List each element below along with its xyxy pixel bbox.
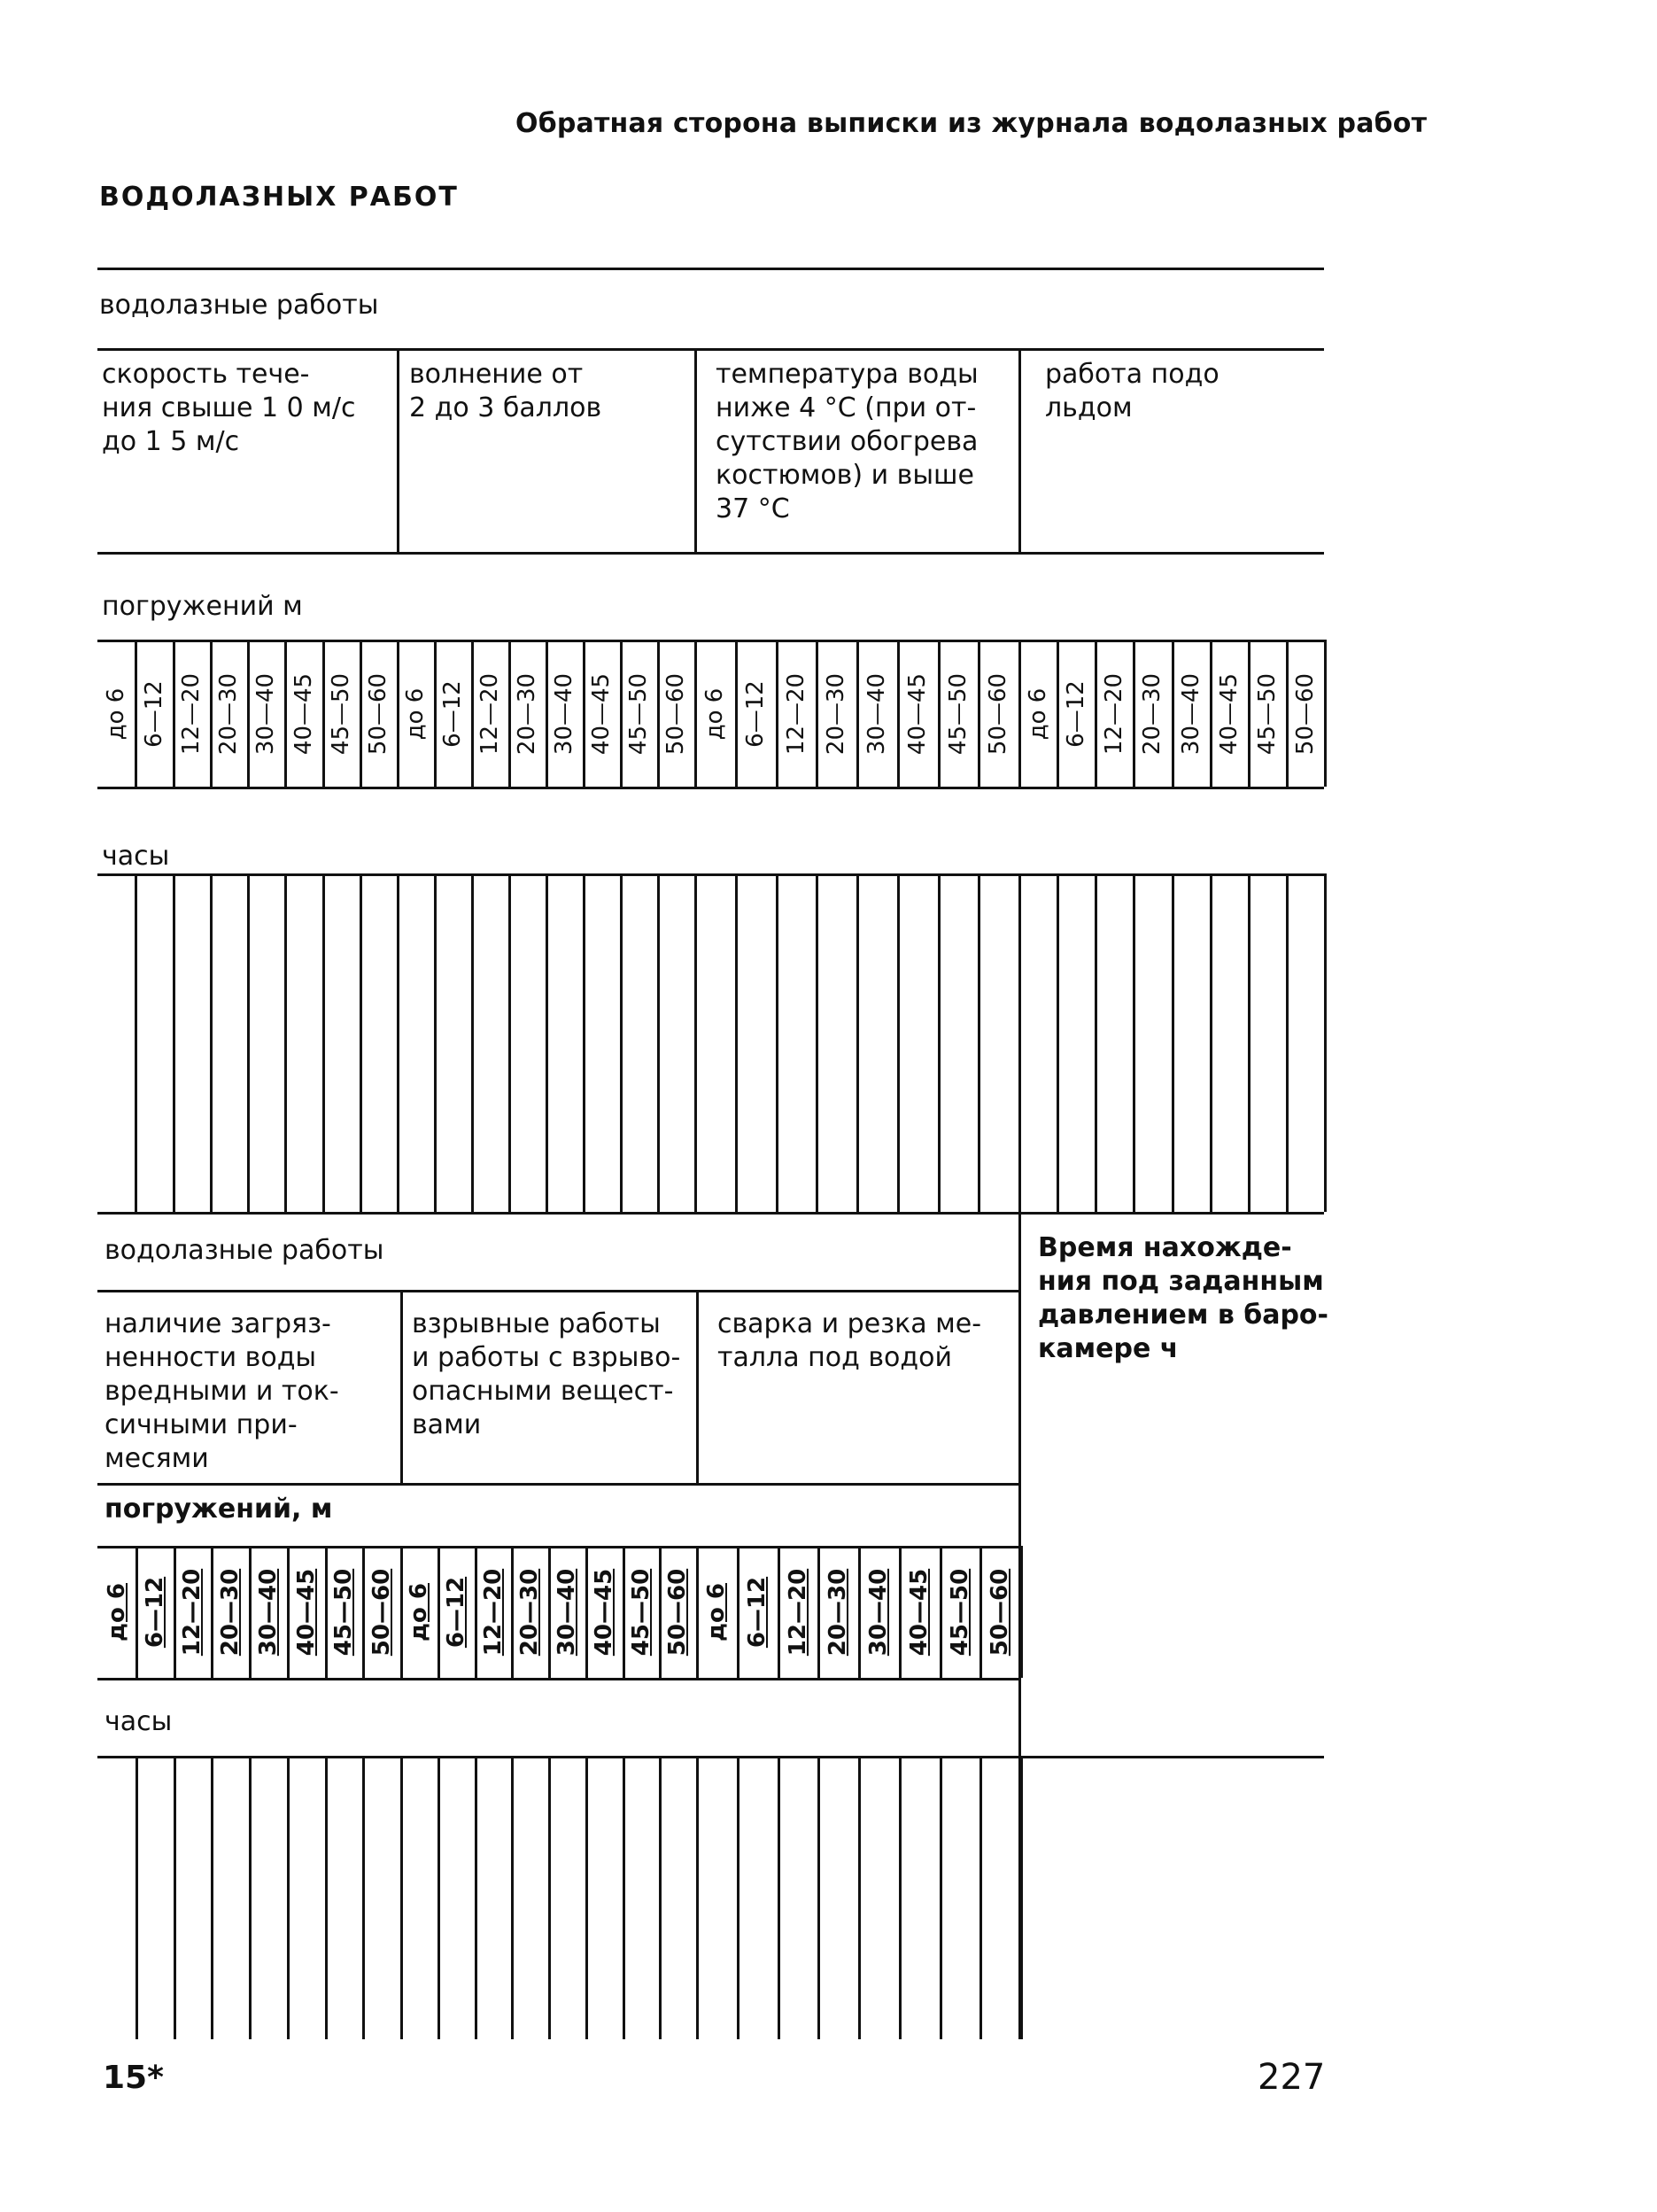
upper-depth-cell — [1057, 643, 1095, 785]
lower-depth-cell — [475, 1548, 511, 1676]
rule-upper-depth-bottom — [97, 787, 1324, 789]
upper-depth-cell — [856, 643, 897, 785]
upper-depth-cell — [1172, 643, 1210, 785]
lower-hours-col-line — [585, 1756, 588, 2039]
upper-depth-range-label: до 6 — [1024, 687, 1051, 741]
lower-depth-cell — [940, 1548, 979, 1676]
lower-hours-col-line — [548, 1756, 551, 2039]
upper-hours-col-line — [856, 873, 859, 1212]
upper-depth-cell — [210, 643, 247, 785]
upper-work-label: водолазные работы — [99, 290, 379, 321]
upper-hours-col-line — [434, 873, 437, 1212]
lower-hours-col-line — [737, 1756, 739, 2039]
upper-hours-col-line — [897, 873, 900, 1212]
upper-depth-cell — [620, 643, 657, 785]
lower-depth-range-label: до 6 — [703, 1582, 730, 1642]
upper-depth-range-label: 6—12 — [140, 680, 167, 748]
lower-depth-cell — [858, 1548, 899, 1676]
lower-hours-col-line — [511, 1756, 514, 2039]
lower-depth-range-label: 40—45 — [292, 1568, 320, 1656]
upper-depth-cell — [1095, 643, 1133, 785]
upper-depth-cell — [97, 643, 135, 785]
lower-hours-col-line — [659, 1756, 662, 2039]
lower-hours-col-line — [940, 1756, 942, 2039]
upper-depth-cell — [657, 643, 694, 785]
lower-depth-cell — [817, 1548, 858, 1676]
upper-depth-range-label: 6—12 — [1062, 680, 1089, 748]
signature-mark: 15* — [103, 2060, 164, 2096]
upper-hours-col-line — [694, 873, 697, 1212]
lower-depth-range-label: 40—45 — [906, 1568, 933, 1656]
condition-water-temp: температура воды ниже 4 °С (при от- сутствии обогрева костюмов) и выше 37 °С — [716, 359, 979, 524]
upper-hours-col-line — [1172, 873, 1174, 1212]
upper-depth-cell — [1018, 643, 1057, 785]
upper-depth-cell — [1133, 643, 1172, 785]
lower-hours-col-line — [362, 1756, 365, 2039]
upper-depth-range-label: 50—60 — [985, 672, 1011, 756]
upper-depth-range-label: 30—40 — [863, 672, 890, 756]
upper-depth-cell — [938, 643, 978, 785]
upper-depth-range-label: 50—60 — [662, 672, 689, 756]
upper-depth-range-label: 6—12 — [742, 680, 769, 748]
upper-depth-range-label: до 6 — [701, 687, 728, 741]
upper-hours-col-line — [322, 873, 325, 1212]
upper-hours-col-line — [173, 873, 175, 1212]
lower-depth-range-label: 50—60 — [987, 1568, 1013, 1656]
upper-depth-range-label: 45—50 — [328, 672, 354, 756]
upper-depth-range-label: до 6 — [402, 687, 429, 741]
upper-depth-range-label: 45—50 — [944, 672, 972, 756]
upper-depth-cell — [735, 643, 776, 785]
upper-depth-col-line — [1324, 640, 1327, 787]
lower-depth-cell — [696, 1548, 737, 1676]
upper-depth-range-label: 45—50 — [1253, 672, 1281, 756]
lower-depth-range-label: 30—40 — [865, 1568, 892, 1656]
lower-depth-cell — [737, 1548, 778, 1676]
upper-hours-col-line — [1133, 873, 1135, 1212]
upper-depth-cell — [284, 643, 322, 785]
lower-hours-col-line — [858, 1756, 861, 2039]
lower-hours-col-line — [174, 1756, 176, 2039]
lower-depth-cell — [979, 1548, 1020, 1676]
upper-hours-col-line — [360, 873, 362, 1212]
lower-depth-cell — [899, 1548, 940, 1676]
lower-hours-label: часы — [105, 1706, 173, 1737]
back-side-title: Обратная сторона выписки из журнала водолазных работ — [515, 108, 1428, 139]
upper-hours-col-line — [1095, 873, 1097, 1212]
lower-hours-col-line — [249, 1756, 252, 2039]
upper-cond-divider-2 — [694, 348, 697, 554]
lower-depth-range-label: 45—50 — [330, 1568, 357, 1656]
upper-hours-col-line — [1286, 873, 1289, 1212]
lower-hours-col-line — [817, 1756, 820, 2039]
chamber-time-label: Время нахожде- ния под заданным давлением в баро- камере ч — [1038, 1232, 1328, 1364]
upper-hours-col-line — [938, 873, 941, 1212]
rule-lower-depth-bottom — [97, 1678, 1020, 1680]
lower-depth-range-label: 6—12 — [443, 1576, 469, 1648]
upper-depth-range-label: до 6 — [103, 687, 129, 741]
lower-depth-range-label: 6—12 — [744, 1576, 770, 1648]
upper-depth-range-label: 12—20 — [782, 672, 809, 756]
condition-waves: волнение от 2 до 3 баллов — [409, 359, 602, 423]
upper-hours-col-line — [657, 873, 660, 1212]
upper-depth-cell — [816, 643, 856, 785]
upper-hours-col-line — [620, 873, 623, 1212]
upper-depth-cell — [360, 643, 397, 785]
upper-depth-cell — [471, 643, 508, 785]
lower-depth-range-label: 30—40 — [554, 1568, 580, 1656]
lower-hours-col-line — [979, 1756, 982, 2039]
lower-depth-cell — [659, 1548, 696, 1676]
upper-depth-range-label: 20—30 — [1139, 672, 1165, 756]
lower-depth-cell — [548, 1548, 585, 1676]
lower-depth-range-label: 50—60 — [368, 1568, 395, 1656]
rule-lower-conditions — [97, 1483, 1020, 1486]
upper-depth-cell — [397, 643, 434, 785]
upper-hours-col-line — [583, 873, 585, 1212]
lower-depth-range-label: 12—20 — [179, 1568, 205, 1656]
upper-hours-col-line — [816, 873, 818, 1212]
lower-depth-range-label: 20—30 — [825, 1568, 851, 1656]
upper-hours-col-line — [247, 873, 250, 1212]
upper-depth-cell — [173, 643, 210, 785]
upper-hours-col-line — [776, 873, 778, 1212]
upper-depth-range-label: 12—20 — [178, 672, 205, 756]
lower-depth-cell — [211, 1548, 249, 1676]
lower-hours-col-line — [136, 1756, 138, 2039]
lower-depth-range-label: 30—40 — [254, 1568, 282, 1656]
upper-depth-range-label: 20—30 — [514, 672, 540, 756]
upper-hours-col-line — [284, 873, 287, 1212]
upper-depth-range-label: 40—45 — [1215, 672, 1243, 756]
lower-hours-col-line — [211, 1756, 213, 2039]
upper-depth-range-label: 50—60 — [365, 672, 391, 756]
lower-depth-cell — [362, 1548, 400, 1676]
lower-depth-cell — [778, 1548, 817, 1676]
lower-depth-cell — [400, 1548, 437, 1676]
upper-hours-col-line — [135, 873, 137, 1212]
upper-hours-col-line — [210, 873, 213, 1212]
lower-hours-col-line — [696, 1756, 699, 2039]
lower-hours-col-line — [437, 1756, 440, 2039]
rule-upper-conditions — [97, 552, 1324, 555]
upper-hours-col-line — [1248, 873, 1250, 1212]
upper-depth-range-label: 30—40 — [252, 672, 279, 756]
lower-depth-cell — [437, 1548, 475, 1676]
page-number: 227 — [1258, 2057, 1326, 2098]
upper-depth-cell — [508, 643, 546, 785]
upper-depth-range-label: 30—40 — [1177, 672, 1204, 756]
lower-depth-cell — [511, 1548, 548, 1676]
upper-depth-cell — [434, 643, 471, 785]
lower-depth-range-label: 12—20 — [479, 1568, 507, 1656]
upper-depth-cell — [583, 643, 620, 785]
lower-depth-cell — [287, 1548, 325, 1676]
lower-cond-divider-1 — [400, 1290, 403, 1485]
upper-depth-cell — [776, 643, 816, 785]
lower-depth-range-label: 20—30 — [216, 1568, 244, 1656]
upper-depth-label: погружений м — [102, 591, 303, 622]
upper-cond-divider-3 — [1018, 348, 1021, 554]
upper-hours-col-line — [735, 873, 738, 1212]
upper-depth-cell — [978, 643, 1018, 785]
upper-hours-col-line — [508, 873, 511, 1212]
lower-depth-cell — [585, 1548, 623, 1676]
lower-hours-col-line — [287, 1756, 290, 2039]
upper-depth-cell — [1248, 643, 1286, 785]
upper-depth-range-label: 6—12 — [439, 680, 466, 748]
upper-depth-cell — [694, 643, 735, 785]
lower-depth-cell — [249, 1548, 287, 1676]
lower-depth-cell — [136, 1548, 174, 1676]
upper-depth-range-label: 40—45 — [588, 672, 615, 756]
upper-cond-divider-1 — [397, 348, 399, 554]
section-title: ВОДОЛАЗНЫХ РАБОТ — [99, 182, 459, 213]
lower-depth-col-line — [1020, 1546, 1023, 1678]
upper-depth-range-label: 12—20 — [1100, 672, 1127, 756]
upper-depth-range-label: 20—30 — [823, 672, 849, 756]
lower-work-label: водолазные работы — [105, 1235, 384, 1266]
upper-hours-col-line — [1210, 873, 1212, 1212]
lower-depth-range-label: 45—50 — [946, 1568, 973, 1656]
lower-hours-col-line — [778, 1756, 780, 2039]
upper-depth-range-label: 40—45 — [904, 672, 931, 756]
upper-depth-range-label: 45—50 — [625, 672, 652, 756]
rule-lower-work — [97, 1290, 1020, 1292]
rule-lower-hours — [97, 1756, 1324, 1758]
lower-depth-range-label: 45—50 — [627, 1568, 654, 1656]
upper-depth-range-label: 20—30 — [215, 672, 242, 756]
upper-hours-col-line — [1018, 873, 1021, 1212]
lower-cond-divider-2 — [696, 1290, 699, 1485]
lower-hours-col-line — [400, 1756, 403, 2039]
rule-upper-bottom — [97, 1212, 1324, 1215]
rule-top — [97, 268, 1324, 270]
condition-under-ice: работа подо льдом — [1045, 359, 1220, 423]
condition-pollution: наличие загряз- ненности воды вредными и ток- сичными при- месями — [105, 1308, 339, 1474]
lower-depth-cell — [174, 1548, 211, 1676]
upper-depth-cell — [322, 643, 360, 785]
lower-hours-col-line — [325, 1756, 328, 2039]
condition-welding: сварка и резка ме- талла под водой — [717, 1308, 982, 1373]
condition-explosive: взрывные работы и работы с взрыво- опасными вещест- вами — [412, 1308, 681, 1440]
lower-depth-range-label: 40—45 — [591, 1568, 617, 1656]
lower-hours-col-line — [1020, 1756, 1023, 2039]
lower-depth-range-label: до 6 — [406, 1582, 432, 1642]
upper-depth-cell — [135, 643, 173, 785]
lower-depth-label: погружений, м — [105, 1494, 333, 1525]
lower-depth-range-label: 50—60 — [664, 1568, 691, 1656]
upper-hours-col-line — [397, 873, 399, 1212]
upper-hours-col-line — [978, 873, 980, 1212]
upper-depth-range-label: 12—20 — [476, 672, 503, 756]
lower-depth-range-label: 6—12 — [141, 1576, 168, 1648]
upper-hours-col-line — [1324, 873, 1327, 1212]
lower-depth-cell — [623, 1548, 659, 1676]
upper-depth-range-label: 50—60 — [1291, 672, 1319, 756]
lower-depth-cell — [325, 1548, 362, 1676]
lower-hours-col-line — [899, 1756, 902, 2039]
upper-hours-col-line — [471, 873, 474, 1212]
condition-current-speed: скорость тече- ния свыше 1 0 м/с до 1 5 м/с — [102, 359, 356, 457]
upper-depth-cell — [247, 643, 284, 785]
rule-upper-work — [97, 348, 1324, 351]
lower-depth-range-label: 12—20 — [784, 1568, 811, 1656]
upper-depth-range-label: 30—40 — [551, 672, 577, 756]
lower-hours-col-line — [475, 1756, 477, 2039]
rule-upper-depth — [97, 640, 1324, 642]
upper-depth-range-label: 40—45 — [290, 672, 317, 756]
upper-hours-label: часы — [102, 841, 170, 872]
upper-hours-col-line — [546, 873, 548, 1212]
upper-depth-cell — [897, 643, 938, 785]
upper-depth-cell — [1210, 643, 1248, 785]
lower-depth-range-label: до 6 — [103, 1582, 130, 1642]
upper-hours-col-line — [1057, 873, 1059, 1212]
lower-hours-col-line — [623, 1756, 625, 2039]
upper-depth-cell — [1286, 643, 1324, 785]
lower-depth-range-label: 20—30 — [516, 1568, 543, 1656]
lower-depth-cell — [97, 1548, 136, 1676]
upper-depth-cell — [546, 643, 583, 785]
rule-upper-hours — [97, 873, 1324, 876]
